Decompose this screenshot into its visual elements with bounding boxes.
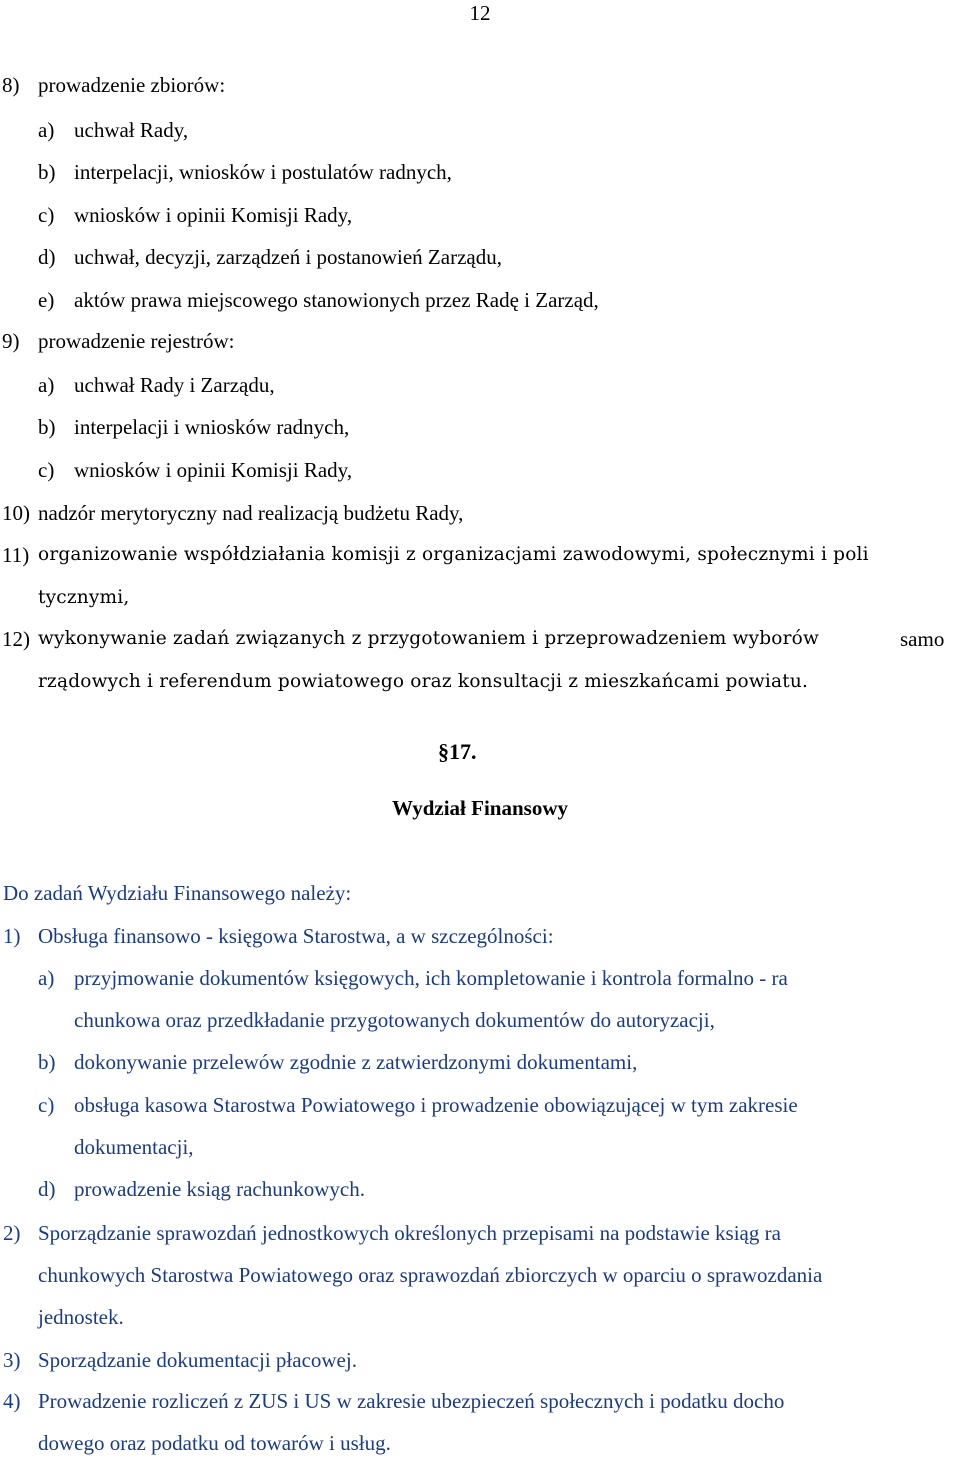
item-number: 10): [2, 501, 30, 525]
sub-mark: b): [38, 415, 56, 439]
sub-mark: c): [38, 458, 55, 482]
sub-text: wniosków i opinii Komisji Rady,: [74, 458, 353, 482]
sub-text: przyjmowanie dokumentów księgowych, ich kompletowanie i kontrola formalno - ra: [74, 966, 788, 990]
item-number: 9): [2, 329, 20, 353]
item-text: nadzór merytoryczny nad realizacją budżetu Rady,: [38, 501, 464, 525]
item-number: 1): [3, 924, 21, 948]
item-text: organizowanie współdziałania komisji z organizacjami zawodowymi, społecznymi i poli: [38, 544, 869, 565]
item-text-continuation: rządowych i referendum powiatowego oraz konsultacji z mieszkańcami powiatu.: [38, 671, 809, 692]
item-text: Sporządzanie sprawozdań jednostkowych określonych przepisami na podstawie ksiąg ra: [38, 1221, 781, 1245]
item-number: 8): [2, 73, 20, 97]
item-text: prowadzenie zbiorów:: [38, 73, 226, 97]
item-text-continuation: dowego oraz podatku od towarów i usług.: [38, 1431, 391, 1455]
item-text: Sporządzanie dokumentacji płacowej.: [38, 1348, 357, 1372]
sub-mark: d): [38, 1177, 56, 1201]
sub-mark: c): [38, 1093, 55, 1117]
item-number: 2): [3, 1221, 21, 1245]
item-number: 3): [3, 1348, 21, 1372]
item-text: Obsługa finansowo - księgowa Starostwa, a w szczególności:: [38, 924, 554, 948]
item-text: prowadzenie rejestrów:: [38, 329, 235, 353]
section-heading: Wydział Finansowy: [392, 796, 568, 820]
sub-text: prowadzenie ksiąg rachunkowych.: [74, 1177, 365, 1201]
sub-text: interpelacji, wniosków i postulatów radnych,: [74, 160, 452, 184]
sub-text: dokonywanie przelewów zgodnie z zatwierdzonymi dokumentami,: [74, 1050, 638, 1074]
sub-text: uchwał Rady i Zarządu,: [74, 373, 275, 397]
sub-text: uchwał, decyzji, zarządzeń i postanowień Zarządu,: [74, 245, 502, 269]
sub-mark: b): [38, 160, 56, 184]
sub-text-continuation: chunkowa oraz przedkładanie przygotowanych dokumentów do autoryzacji,: [74, 1008, 715, 1032]
sub-text: wniosków i opinii Komisji Rady,: [74, 203, 353, 227]
item-text-continuation: jednostek.: [38, 1305, 124, 1329]
page-number: 12: [469, 1, 491, 25]
sub-text: uchwał Rady,: [74, 118, 189, 142]
sub-mark: c): [38, 203, 55, 227]
paragraph-number: §17.: [438, 739, 477, 764]
item-text-end: samo: [900, 627, 945, 651]
sub-mark: b): [38, 1050, 56, 1074]
item-text-continuation: chunkowych Starostwa Powiatowego oraz sprawozdań zbiorczych w oparciu o sprawozdania: [38, 1263, 823, 1287]
sub-mark: a): [38, 966, 55, 990]
sub-text: interpelacji i wniosków radnych,: [74, 415, 350, 439]
item-number: 4): [3, 1389, 21, 1413]
sub-text: obsługa kasowa Starostwa Powiatowego i prowadzenie obowiązującej w tym zakresie: [74, 1093, 798, 1117]
item-number: 11): [2, 543, 30, 567]
item-text: wykonywanie zadań związanych z przygotowaniem i przeprowadzeniem wyborów: [38, 628, 820, 649]
section-intro: Do zadań Wydziału Finansowego należy:: [3, 881, 352, 905]
item-number: 12): [2, 627, 30, 651]
sub-mark: d): [38, 245, 56, 269]
sub-mark: e): [38, 288, 55, 312]
sub-mark: a): [38, 118, 55, 142]
item-text-continuation: tycznymi,: [38, 587, 130, 608]
item-text: Prowadzenie rozliczeń z ZUS i US w zakresie ubezpieczeń społecznych i podatku docho: [38, 1389, 785, 1413]
sub-text-continuation: dokumentacji,: [74, 1135, 194, 1159]
sub-text: aktów prawa miejscowego stanowionych przez Radę i Zarząd,: [74, 288, 599, 312]
sub-mark: a): [38, 373, 55, 397]
